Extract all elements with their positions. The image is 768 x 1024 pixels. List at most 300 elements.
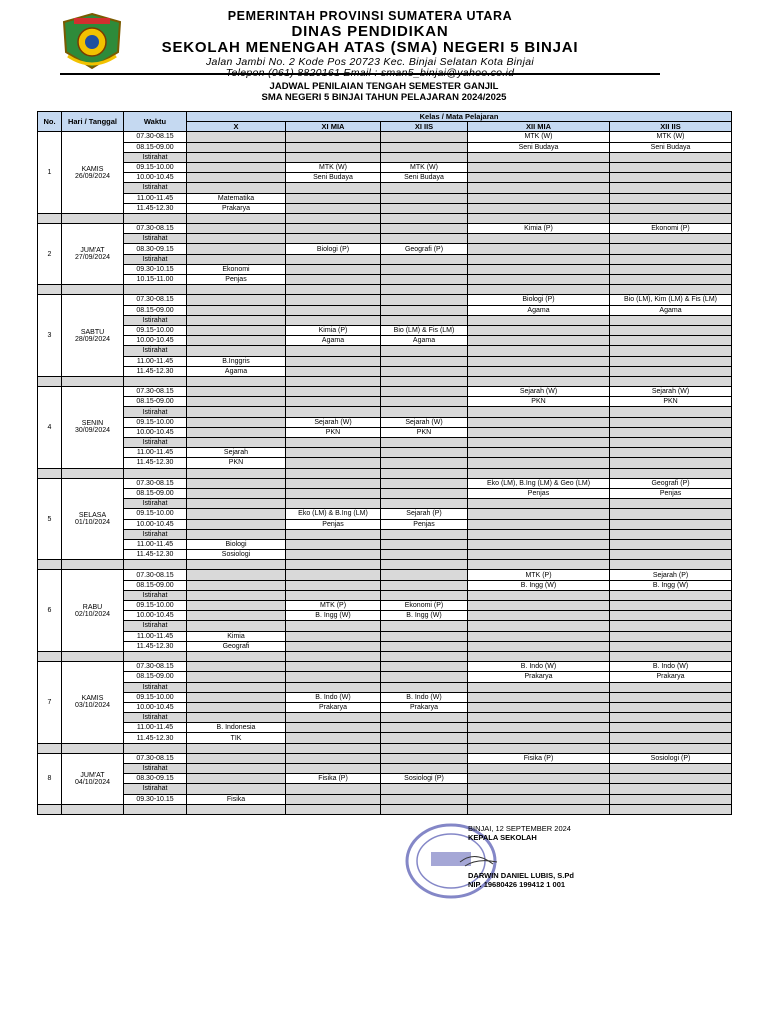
break-cell [286, 346, 381, 356]
break-cell [187, 682, 286, 692]
empty-cell [610, 325, 732, 335]
subject-cell: Sosiologi (P) [610, 753, 732, 763]
empty-cell [187, 692, 286, 702]
empty-cell [187, 224, 286, 234]
subject-cell: Sejarah [187, 448, 286, 458]
separator-cell [610, 376, 732, 386]
break-cell [286, 407, 381, 417]
break-cell [610, 234, 732, 244]
empty-cell [381, 366, 468, 376]
separator-cell [187, 376, 286, 386]
exam-schedule-table [37, 111, 732, 815]
empty-cell [610, 356, 732, 366]
empty-cell [286, 488, 381, 498]
separator-cell [38, 376, 62, 386]
empty-cell [381, 203, 468, 213]
break-cell [286, 529, 381, 539]
empty-cell [381, 193, 468, 203]
break-cell [381, 713, 468, 723]
table-row [38, 692, 732, 702]
separator-cell [124, 651, 187, 661]
break-cell [468, 764, 610, 774]
empty-cell [468, 264, 610, 274]
break-cell [187, 407, 286, 417]
empty-cell [381, 723, 468, 733]
time-slot: 09.15-10.00 [124, 325, 187, 335]
empty-cell [187, 611, 286, 621]
time-slot: 07.30-08.15 [124, 224, 187, 234]
empty-cell [381, 132, 468, 142]
subject-cell: Fisika [187, 794, 286, 804]
agency-name: DINAS PENDIDIKAN [291, 22, 449, 40]
separator-cell [38, 213, 62, 223]
time-slot: 07.30-08.15 [124, 132, 187, 142]
subject-cell: PKN [286, 427, 381, 437]
subject-cell: Prakarya [381, 702, 468, 712]
separator-cell [468, 285, 610, 295]
subject-cell: Agama [610, 305, 732, 315]
table-row [38, 356, 732, 366]
sign-place-date: BINJAI, 12 SEPTEMBER 2024 [468, 824, 571, 833]
subject-cell: MTK (P) [286, 601, 381, 611]
break-cell [187, 315, 286, 325]
day-name: SABTU [80, 328, 105, 336]
empty-cell [468, 203, 610, 213]
time-slot: 10.00-10.45 [124, 519, 187, 529]
empty-cell [610, 601, 732, 611]
empty-cell [187, 478, 286, 488]
break-cell [610, 152, 732, 162]
day-date-cell [62, 478, 124, 560]
header-day-date: Hari / Tanggal [62, 112, 124, 132]
time-slot: 07.30-08.15 [124, 478, 187, 488]
time-slot: 08.15-09.00 [124, 672, 187, 682]
empty-cell [381, 142, 468, 152]
subject-cell: MTK (W) [381, 162, 468, 172]
break-row [38, 152, 732, 162]
separator-cell [124, 468, 187, 478]
time-slot: 11.00-11.45 [124, 356, 187, 366]
separator-cell [610, 468, 732, 478]
break-cell [468, 183, 610, 193]
break-cell [468, 682, 610, 692]
separator-cell [610, 285, 732, 295]
separator-cell [187, 285, 286, 295]
day-number: 8 [38, 753, 62, 804]
empty-cell [381, 305, 468, 315]
separator-cell [38, 804, 62, 814]
break-row [38, 438, 732, 448]
empty-cell [286, 295, 381, 305]
separator-cell [286, 213, 381, 223]
empty-cell [187, 672, 286, 682]
break-cell [286, 438, 381, 448]
break-row [38, 346, 732, 356]
separator-cell [38, 285, 62, 295]
empty-cell [381, 641, 468, 651]
empty-cell [286, 723, 381, 733]
empty-cell [610, 244, 732, 254]
empty-cell [468, 692, 610, 702]
break-cell [187, 254, 286, 264]
break-label: Istirahat [124, 346, 187, 356]
empty-cell [610, 774, 732, 784]
day-date: 02/10/2024 [74, 610, 111, 618]
break-row [38, 784, 732, 794]
break-cell [468, 346, 610, 356]
empty-cell [381, 478, 468, 488]
break-cell [381, 234, 468, 244]
day-date: 03/10/2024 [74, 702, 111, 710]
empty-cell [187, 295, 286, 305]
empty-cell [610, 275, 732, 285]
subject-cell: Agama [187, 366, 286, 376]
empty-cell [610, 448, 732, 458]
time-slot: 09.15-10.00 [124, 417, 187, 427]
break-label: Istirahat [124, 529, 187, 539]
empty-cell [286, 672, 381, 682]
break-cell [610, 315, 732, 325]
table-row [38, 417, 732, 427]
separator-cell [468, 560, 610, 570]
day-name: SELASA [78, 512, 107, 519]
subject-cell: Eko (LM), B.Ing (LM) & Geo (LM) [468, 478, 610, 488]
break-cell [468, 713, 610, 723]
break-cell [381, 152, 468, 162]
break-label: Istirahat [124, 234, 187, 244]
subject-cell: Prakarya [286, 702, 381, 712]
break-label: Istirahat [124, 254, 187, 264]
empty-cell [286, 662, 381, 672]
separator-cell [381, 468, 468, 478]
empty-cell [187, 132, 286, 142]
separator-cell [62, 804, 124, 814]
table-row [38, 733, 732, 743]
break-cell [381, 346, 468, 356]
sign-name: DARWIN DANIEL LUBIS, S.Pd [468, 871, 574, 881]
empty-cell [187, 601, 286, 611]
table-row [38, 509, 732, 519]
table-row [38, 275, 732, 285]
empty-cell [286, 366, 381, 376]
break-cell [468, 407, 610, 417]
table-row [38, 794, 732, 804]
empty-cell [610, 733, 732, 743]
break-cell [187, 152, 286, 162]
time-slot: 08.30-09.15 [124, 774, 187, 784]
day-name: SENIN [81, 420, 104, 428]
subject-cell: Kimia (P) [468, 224, 610, 234]
break-cell [468, 234, 610, 244]
time-slot: 09.15-10.00 [124, 692, 187, 702]
empty-cell [468, 539, 610, 549]
subject-cell: Agama [468, 305, 610, 315]
table-row [38, 336, 732, 346]
table-row [38, 753, 732, 763]
break-cell [187, 499, 286, 509]
separator-cell [62, 376, 124, 386]
empty-cell [610, 173, 732, 183]
empty-cell [381, 397, 468, 407]
subject-cell: Seni Budaya [286, 173, 381, 183]
empty-cell [286, 794, 381, 804]
separator-cell [124, 560, 187, 570]
empty-cell [286, 458, 381, 468]
separator-cell [187, 560, 286, 570]
separator-cell [38, 560, 62, 570]
break-row [38, 234, 732, 244]
time-slot: 07.30-08.15 [124, 662, 187, 672]
title-line-2: SMA NEGERI 5 BINJAI TAHUN PELAJARAN 2024/2025 [261, 91, 507, 103]
empty-cell [610, 427, 732, 437]
empty-cell [468, 162, 610, 172]
day-separator-row [38, 651, 732, 661]
break-cell [187, 621, 286, 631]
day-separator-row [38, 560, 732, 570]
separator-cell [468, 468, 610, 478]
break-cell [286, 183, 381, 193]
table-row [38, 723, 732, 733]
empty-cell [610, 550, 732, 560]
empty-cell [610, 417, 732, 427]
time-slot: 07.30-08.15 [124, 295, 187, 305]
empty-cell [187, 417, 286, 427]
separator-cell [124, 213, 187, 223]
time-slot: 08.15-09.00 [124, 397, 187, 407]
table-row [38, 458, 732, 468]
subject-cell: Seni Budaya [468, 142, 610, 152]
day-separator-row [38, 213, 732, 223]
break-cell [381, 499, 468, 509]
title-line-1: JADWAL PENILAIAN TENGAH SEMESTER GANJIL [269, 81, 499, 92]
break-label: Istirahat [124, 713, 187, 723]
signature-block [468, 825, 668, 890]
break-cell [286, 713, 381, 723]
break-row [38, 621, 732, 631]
separator-cell [62, 213, 124, 223]
separator-cell [62, 468, 124, 478]
time-slot: 08.30-09.15 [124, 244, 187, 254]
empty-cell [610, 631, 732, 641]
header-class-group: Kelas / Mata Pelajaran [187, 112, 732, 122]
day-separator-row [38, 804, 732, 814]
break-cell [468, 438, 610, 448]
separator-cell [381, 743, 468, 753]
break-row [38, 254, 732, 264]
table-row [38, 641, 732, 651]
day-date: 04/10/2024 [74, 778, 111, 786]
empty-cell [381, 224, 468, 234]
break-cell [187, 764, 286, 774]
empty-cell [187, 509, 286, 519]
separator-cell [381, 560, 468, 570]
subject-cell: Seni Budaya [610, 142, 732, 152]
subject-cell: MTK (W) [286, 162, 381, 172]
time-slot: 11.00-11.45 [124, 193, 187, 203]
day-number: 5 [38, 478, 62, 560]
day-number: 2 [38, 224, 62, 285]
time-slot: 08.15-09.00 [124, 305, 187, 315]
empty-cell [187, 570, 286, 580]
subject-cell: B. Indo (W) [610, 662, 732, 672]
break-cell [286, 315, 381, 325]
subject-cell: Sosiologi [187, 550, 286, 560]
day-date-cell [62, 132, 124, 214]
subject-cell: Sosiologi (P) [381, 774, 468, 784]
empty-cell [286, 631, 381, 641]
break-row [38, 713, 732, 723]
table-row [38, 162, 732, 172]
break-cell [381, 590, 468, 600]
day-date: 01/10/2024 [74, 519, 111, 526]
day-date-cell [62, 662, 124, 744]
table-row [38, 305, 732, 315]
break-label: Istirahat [124, 682, 187, 692]
break-cell [286, 254, 381, 264]
subject-cell: Sejarah (W) [381, 417, 468, 427]
table-row [38, 366, 732, 376]
separator-cell [124, 743, 187, 753]
empty-cell [286, 264, 381, 274]
subject-cell: Biologi [187, 539, 286, 549]
break-cell [610, 346, 732, 356]
day-date-cell [62, 224, 124, 285]
separator-cell [610, 804, 732, 814]
empty-cell [610, 692, 732, 702]
day-number: 1 [38, 132, 62, 214]
break-label: Istirahat [124, 315, 187, 325]
subject-cell: PKN [187, 458, 286, 468]
empty-cell [187, 173, 286, 183]
subject-cell: Agama [381, 336, 468, 346]
table-row [38, 631, 732, 641]
empty-cell [610, 723, 732, 733]
day-number: 3 [38, 295, 62, 377]
break-label: Istirahat [124, 499, 187, 509]
table-row [38, 295, 732, 305]
table-row [38, 142, 732, 152]
separator-cell [381, 376, 468, 386]
separator-cell [286, 376, 381, 386]
time-slot: 09.15-10.00 [124, 601, 187, 611]
schedule-body [38, 132, 732, 815]
empty-cell [468, 509, 610, 519]
day-name: KAMIS [81, 695, 104, 703]
time-slot: 11.45-12.30 [124, 458, 187, 468]
separator-cell [62, 743, 124, 753]
table-row [38, 478, 732, 488]
subject-cell: Kimia (P) [286, 325, 381, 335]
empty-cell [610, 458, 732, 468]
empty-cell [468, 774, 610, 784]
break-cell [468, 590, 610, 600]
day-name: KAMIS [81, 165, 104, 173]
empty-cell [286, 224, 381, 234]
time-slot: 11.45-12.30 [124, 203, 187, 213]
empty-cell [286, 733, 381, 743]
day-date-cell [62, 753, 124, 804]
break-cell [381, 407, 468, 417]
break-row [38, 499, 732, 509]
separator-cell [468, 804, 610, 814]
separator-cell [286, 285, 381, 295]
table-row [38, 387, 732, 397]
break-cell [187, 346, 286, 356]
break-cell [381, 764, 468, 774]
subject-cell: MTK (P) [468, 570, 610, 580]
table-row [38, 132, 732, 142]
empty-cell [610, 366, 732, 376]
empty-cell [286, 550, 381, 560]
break-cell [381, 315, 468, 325]
time-slot: 11.00-11.45 [124, 723, 187, 733]
time-slot: 10.00-10.45 [124, 611, 187, 621]
subject-cell: B. Indonesia [187, 723, 286, 733]
separator-cell [62, 651, 124, 661]
subject-cell: Fisika (P) [286, 774, 381, 784]
break-cell [610, 407, 732, 417]
empty-cell [187, 387, 286, 397]
separator-cell [381, 285, 468, 295]
table-row [38, 193, 732, 203]
empty-cell [286, 305, 381, 315]
table-row [38, 672, 732, 682]
break-row [38, 315, 732, 325]
break-cell [610, 499, 732, 509]
empty-cell [468, 356, 610, 366]
subject-cell: Bio (LM) & Fis (LM) [381, 325, 468, 335]
empty-cell [187, 305, 286, 315]
break-cell [286, 590, 381, 600]
break-cell [286, 784, 381, 794]
subject-cell: PKN [468, 397, 610, 407]
day-number: 4 [38, 387, 62, 469]
break-label: Istirahat [124, 784, 187, 794]
separator-cell [610, 560, 732, 570]
break-label: Istirahat [124, 183, 187, 193]
table-row [38, 325, 732, 335]
empty-cell [381, 458, 468, 468]
table-row [38, 448, 732, 458]
separator-cell [610, 743, 732, 753]
day-name: RABU [82, 603, 103, 611]
empty-cell [381, 580, 468, 590]
separator-cell [187, 468, 286, 478]
empty-cell [468, 366, 610, 376]
time-slot: 08.15-09.00 [124, 580, 187, 590]
break-cell [187, 713, 286, 723]
table-row [38, 774, 732, 784]
header-no: No. [38, 112, 62, 132]
separator-cell [468, 213, 610, 223]
break-cell [286, 621, 381, 631]
day-separator-row [38, 743, 732, 753]
separator-cell [187, 651, 286, 661]
subject-cell: Kimia [187, 631, 286, 641]
table-row [38, 264, 732, 274]
separator-cell [286, 560, 381, 570]
subject-cell: Ekonomi (P) [610, 224, 732, 234]
separator-cell [610, 213, 732, 223]
header-class-xii-iis: XII IIS [610, 122, 732, 132]
table-row [38, 662, 732, 672]
header-class-xi-iis: XI IIS [381, 122, 468, 132]
empty-cell [468, 448, 610, 458]
break-cell [187, 590, 286, 600]
empty-cell [286, 142, 381, 152]
time-slot: 11.00-11.45 [124, 448, 187, 458]
empty-cell [286, 641, 381, 651]
